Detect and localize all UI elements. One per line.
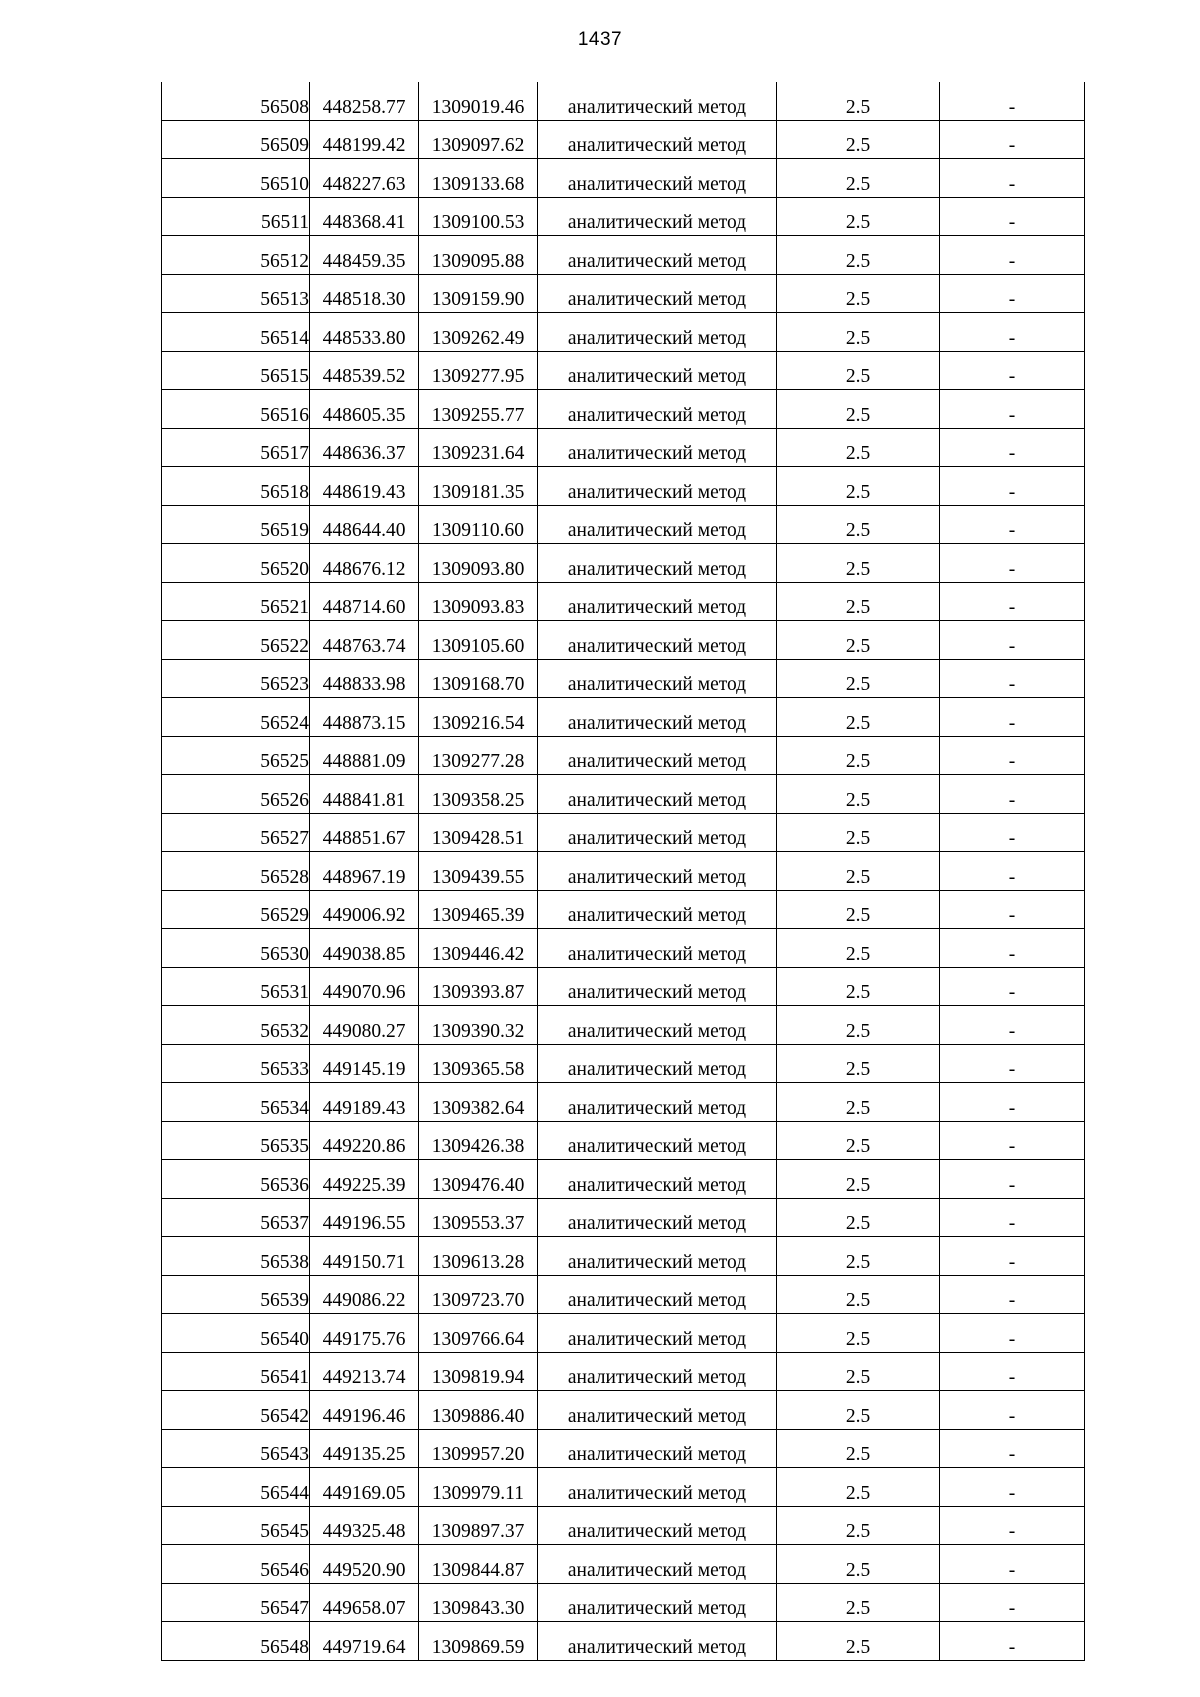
method-cell: аналитический метод xyxy=(538,659,777,698)
description-cell: - xyxy=(940,659,1085,698)
y-coordinate-cell: 1309105.60 xyxy=(419,621,538,660)
x-coordinate-cell: 449135.25 xyxy=(310,1429,419,1468)
method-cell: аналитический метод xyxy=(538,390,777,429)
description-cell: - xyxy=(940,1044,1085,1083)
accuracy-cell: 2.5 xyxy=(777,544,940,583)
point-number-cell: 56513 xyxy=(162,274,310,313)
description-cell: - xyxy=(940,967,1085,1006)
accuracy-cell: 2.5 xyxy=(777,1352,940,1391)
x-coordinate-cell: 448605.35 xyxy=(310,390,419,429)
y-coordinate-cell: 1309465.39 xyxy=(419,890,538,929)
table-row xyxy=(162,1044,1085,1083)
method-cell: аналитический метод xyxy=(538,1121,777,1160)
point-number-cell: 56543 xyxy=(162,1429,310,1468)
point-number-cell: 56545 xyxy=(162,1506,310,1545)
table-row xyxy=(162,1006,1085,1045)
table-row xyxy=(162,1468,1085,1507)
method-cell: аналитический метод xyxy=(538,1506,777,1545)
method-cell: аналитический метод xyxy=(538,467,777,506)
description-cell: - xyxy=(940,852,1085,891)
x-coordinate-cell: 448459.35 xyxy=(310,236,419,275)
table-row xyxy=(162,698,1085,737)
y-coordinate-cell: 1309439.55 xyxy=(419,852,538,891)
table-row xyxy=(162,1429,1085,1468)
y-coordinate-cell: 1309476.40 xyxy=(419,1160,538,1199)
point-number-cell: 56523 xyxy=(162,659,310,698)
table-row xyxy=(162,621,1085,660)
point-number-cell: 56528 xyxy=(162,852,310,891)
description-cell: - xyxy=(940,390,1085,429)
accuracy-cell: 2.5 xyxy=(777,659,940,698)
accuracy-cell: 2.5 xyxy=(777,1429,940,1468)
description-cell: - xyxy=(940,1583,1085,1622)
y-coordinate-cell: 1309358.25 xyxy=(419,775,538,814)
y-coordinate-cell: 1309262.49 xyxy=(419,313,538,352)
y-coordinate-cell: 1309365.58 xyxy=(419,1044,538,1083)
accuracy-cell: 2.5 xyxy=(777,390,940,429)
accuracy-cell: 2.5 xyxy=(777,467,940,506)
accuracy-cell: 2.5 xyxy=(777,1545,940,1584)
method-cell: аналитический метод xyxy=(538,505,777,544)
point-number-cell: 56516 xyxy=(162,390,310,429)
y-coordinate-cell: 1309979.11 xyxy=(419,1468,538,1507)
accuracy-cell: 2.5 xyxy=(777,582,940,621)
table-row xyxy=(162,1352,1085,1391)
accuracy-cell: 2.5 xyxy=(777,698,940,737)
accuracy-cell: 2.5 xyxy=(777,890,940,929)
y-coordinate-cell: 1309428.51 xyxy=(419,813,538,852)
description-cell: - xyxy=(940,236,1085,275)
method-cell: аналитический метод xyxy=(538,1198,777,1237)
table-row xyxy=(162,1198,1085,1237)
description-cell: - xyxy=(940,428,1085,467)
x-coordinate-cell: 448644.40 xyxy=(310,505,419,544)
method-cell: аналитический метод xyxy=(538,929,777,968)
point-number-cell: 56537 xyxy=(162,1198,310,1237)
description-cell: - xyxy=(940,351,1085,390)
point-number-cell: 56525 xyxy=(162,736,310,775)
description-cell: - xyxy=(940,775,1085,814)
accuracy-cell: 2.5 xyxy=(777,1468,940,1507)
table-row xyxy=(162,1275,1085,1314)
accuracy-cell: 2.5 xyxy=(777,813,940,852)
x-coordinate-cell: 448841.81 xyxy=(310,775,419,814)
table-row xyxy=(162,852,1085,891)
accuracy-cell: 2.5 xyxy=(777,1121,940,1160)
point-number-cell: 56542 xyxy=(162,1391,310,1430)
method-cell: аналитический метод xyxy=(538,852,777,891)
y-coordinate-cell: 1309382.64 xyxy=(419,1083,538,1122)
x-coordinate-cell: 449520.90 xyxy=(310,1545,419,1584)
description-cell: - xyxy=(940,621,1085,660)
description-cell: - xyxy=(940,1622,1085,1661)
y-coordinate-cell: 1309277.95 xyxy=(419,351,538,390)
point-number-cell: 56544 xyxy=(162,1468,310,1507)
x-coordinate-cell: 448518.30 xyxy=(310,274,419,313)
x-coordinate-cell: 449169.05 xyxy=(310,1468,419,1507)
description-cell: - xyxy=(940,929,1085,968)
description-cell: - xyxy=(940,813,1085,852)
description-cell: - xyxy=(940,1545,1085,1584)
method-cell: аналитический метод xyxy=(538,236,777,275)
description-cell: - xyxy=(940,159,1085,198)
method-cell: аналитический метод xyxy=(538,698,777,737)
table-row xyxy=(162,890,1085,929)
description-cell: - xyxy=(940,1083,1085,1122)
x-coordinate-cell: 449175.76 xyxy=(310,1314,419,1353)
method-cell: аналитический метод xyxy=(538,775,777,814)
method-cell: аналитический метод xyxy=(538,1391,777,1430)
description-cell: - xyxy=(940,313,1085,352)
method-cell: аналитический метод xyxy=(538,544,777,583)
point-number-cell: 56515 xyxy=(162,351,310,390)
y-coordinate-cell: 1309255.77 xyxy=(419,390,538,429)
method-cell: аналитический метод xyxy=(538,1583,777,1622)
y-coordinate-cell: 1309277.28 xyxy=(419,736,538,775)
accuracy-cell: 2.5 xyxy=(777,1275,940,1314)
description-cell: - xyxy=(940,1275,1085,1314)
table-row xyxy=(162,505,1085,544)
point-number-cell: 56509 xyxy=(162,120,310,159)
point-number-cell: 56512 xyxy=(162,236,310,275)
point-number-cell: 56518 xyxy=(162,467,310,506)
x-coordinate-cell: 449220.86 xyxy=(310,1121,419,1160)
y-coordinate-cell: 1309819.94 xyxy=(419,1352,538,1391)
x-coordinate-cell: 449086.22 xyxy=(310,1275,419,1314)
method-cell: аналитический метод xyxy=(538,313,777,352)
table-row xyxy=(162,582,1085,621)
accuracy-cell: 2.5 xyxy=(777,1044,940,1083)
table-row xyxy=(162,390,1085,429)
description-cell: - xyxy=(940,467,1085,506)
method-cell: аналитический метод xyxy=(538,1429,777,1468)
point-number-cell: 56517 xyxy=(162,428,310,467)
y-coordinate-cell: 1309110.60 xyxy=(419,505,538,544)
accuracy-cell: 2.5 xyxy=(777,1583,940,1622)
method-cell: аналитический метод xyxy=(538,1314,777,1353)
x-coordinate-cell: 448763.74 xyxy=(310,621,419,660)
point-number-cell: 56541 xyxy=(162,1352,310,1391)
table-row xyxy=(162,197,1085,236)
x-coordinate-cell: 448533.80 xyxy=(310,313,419,352)
y-coordinate-cell: 1309100.53 xyxy=(419,197,538,236)
description-cell: - xyxy=(940,1506,1085,1545)
accuracy-cell: 2.5 xyxy=(777,351,940,390)
y-coordinate-cell: 1309216.54 xyxy=(419,698,538,737)
point-number-cell: 56533 xyxy=(162,1044,310,1083)
x-coordinate-cell: 449070.96 xyxy=(310,967,419,1006)
y-coordinate-cell: 1309766.64 xyxy=(419,1314,538,1353)
accuracy-cell: 2.5 xyxy=(777,197,940,236)
method-cell: аналитический метод xyxy=(538,428,777,467)
method-cell: аналитический метод xyxy=(538,274,777,313)
description-cell: - xyxy=(940,698,1085,737)
description-cell: - xyxy=(940,1429,1085,1468)
table-row xyxy=(162,159,1085,198)
description-cell: - xyxy=(940,274,1085,313)
table-row xyxy=(162,1545,1085,1584)
description-cell: - xyxy=(940,1314,1085,1353)
y-coordinate-cell: 1309897.37 xyxy=(419,1506,538,1545)
point-number-cell: 56536 xyxy=(162,1160,310,1199)
accuracy-cell: 2.5 xyxy=(777,852,940,891)
x-coordinate-cell: 448258.77 xyxy=(310,82,419,120)
x-coordinate-cell: 448227.63 xyxy=(310,159,419,198)
accuracy-cell: 2.5 xyxy=(777,1622,940,1661)
y-coordinate-cell: 1309159.90 xyxy=(419,274,538,313)
table-row xyxy=(162,929,1085,968)
x-coordinate-cell: 448636.37 xyxy=(310,428,419,467)
y-coordinate-cell: 1309168.70 xyxy=(419,659,538,698)
accuracy-cell: 2.5 xyxy=(777,236,940,275)
table-row xyxy=(162,236,1085,275)
point-number-cell: 56529 xyxy=(162,890,310,929)
table-row xyxy=(162,351,1085,390)
table-row xyxy=(162,1083,1085,1122)
x-coordinate-cell: 449658.07 xyxy=(310,1583,419,1622)
x-coordinate-cell: 449038.85 xyxy=(310,929,419,968)
accuracy-cell: 2.5 xyxy=(777,159,940,198)
description-cell: - xyxy=(940,890,1085,929)
y-coordinate-cell: 1309613.28 xyxy=(419,1237,538,1276)
accuracy-cell: 2.5 xyxy=(777,82,940,120)
table-row xyxy=(162,1160,1085,1199)
x-coordinate-cell: 448676.12 xyxy=(310,544,419,583)
description-cell: - xyxy=(940,736,1085,775)
method-cell: аналитический метод xyxy=(538,120,777,159)
y-coordinate-cell: 1309843.30 xyxy=(419,1583,538,1622)
description-cell: - xyxy=(940,1006,1085,1045)
page-number: 1437 xyxy=(577,29,623,50)
accuracy-cell: 2.5 xyxy=(777,775,940,814)
y-coordinate-cell: 1309426.38 xyxy=(419,1121,538,1160)
x-coordinate-cell: 449196.55 xyxy=(310,1198,419,1237)
accuracy-cell: 2.5 xyxy=(777,1506,940,1545)
table-row xyxy=(162,967,1085,1006)
x-coordinate-cell: 449196.46 xyxy=(310,1391,419,1430)
accuracy-cell: 2.5 xyxy=(777,1237,940,1276)
accuracy-cell: 2.5 xyxy=(777,1083,940,1122)
y-coordinate-cell: 1309869.59 xyxy=(419,1622,538,1661)
y-coordinate-cell: 1309844.87 xyxy=(419,1545,538,1584)
method-cell: аналитический метод xyxy=(538,813,777,852)
method-cell: аналитический метод xyxy=(538,1468,777,1507)
method-cell: аналитический метод xyxy=(538,890,777,929)
point-number-cell: 56524 xyxy=(162,698,310,737)
x-coordinate-cell: 448881.09 xyxy=(310,736,419,775)
point-number-cell: 56531 xyxy=(162,967,310,1006)
x-coordinate-cell: 448833.98 xyxy=(310,659,419,698)
point-number-cell: 56546 xyxy=(162,1545,310,1584)
accuracy-cell: 2.5 xyxy=(777,929,940,968)
x-coordinate-cell: 448714.60 xyxy=(310,582,419,621)
table-row xyxy=(162,1391,1085,1430)
y-coordinate-cell: 1309097.62 xyxy=(419,120,538,159)
point-number-cell: 56530 xyxy=(162,929,310,968)
description-cell: - xyxy=(940,1121,1085,1160)
table-row xyxy=(162,82,1085,120)
method-cell: аналитический метод xyxy=(538,1622,777,1661)
description-cell: - xyxy=(940,544,1085,583)
x-coordinate-cell: 449213.74 xyxy=(310,1352,419,1391)
method-cell: аналитический метод xyxy=(538,621,777,660)
method-cell: аналитический метод xyxy=(538,82,777,120)
accuracy-cell: 2.5 xyxy=(777,505,940,544)
method-cell: аналитический метод xyxy=(538,1160,777,1199)
method-cell: аналитический метод xyxy=(538,1083,777,1122)
accuracy-cell: 2.5 xyxy=(777,120,940,159)
method-cell: аналитический метод xyxy=(538,159,777,198)
method-cell: аналитический метод xyxy=(538,1006,777,1045)
method-cell: аналитический метод xyxy=(538,967,777,1006)
table-row xyxy=(162,1506,1085,1545)
description-cell: - xyxy=(940,197,1085,236)
coordinates-table-body xyxy=(162,82,1085,1660)
point-number-cell: 56511 xyxy=(162,197,310,236)
accuracy-cell: 2.5 xyxy=(777,1198,940,1237)
table-row xyxy=(162,1622,1085,1661)
x-coordinate-cell: 449225.39 xyxy=(310,1160,419,1199)
method-cell: аналитический метод xyxy=(538,736,777,775)
point-number-cell: 56520 xyxy=(162,544,310,583)
method-cell: аналитический метод xyxy=(538,351,777,390)
table-row xyxy=(162,544,1085,583)
accuracy-cell: 2.5 xyxy=(777,1391,940,1430)
point-number-cell: 56522 xyxy=(162,621,310,660)
table-row xyxy=(162,1314,1085,1353)
description-cell: - xyxy=(940,582,1085,621)
y-coordinate-cell: 1309390.32 xyxy=(419,1006,538,1045)
x-coordinate-cell: 449325.48 xyxy=(310,1506,419,1545)
table-row xyxy=(162,775,1085,814)
y-coordinate-cell: 1309446.42 xyxy=(419,929,538,968)
x-coordinate-cell: 449719.64 xyxy=(310,1622,419,1661)
y-coordinate-cell: 1309723.70 xyxy=(419,1275,538,1314)
x-coordinate-cell: 449150.71 xyxy=(310,1237,419,1276)
x-coordinate-cell: 449145.19 xyxy=(310,1044,419,1083)
x-coordinate-cell: 448967.19 xyxy=(310,852,419,891)
y-coordinate-cell: 1309181.35 xyxy=(419,467,538,506)
coordinates-table xyxy=(161,82,1085,1661)
table-row xyxy=(162,274,1085,313)
table-row xyxy=(162,813,1085,852)
table-row xyxy=(162,313,1085,352)
description-cell: - xyxy=(940,1160,1085,1199)
y-coordinate-cell: 1309093.80 xyxy=(419,544,538,583)
description-cell: - xyxy=(940,1237,1085,1276)
accuracy-cell: 2.5 xyxy=(777,967,940,1006)
accuracy-cell: 2.5 xyxy=(777,313,940,352)
description-cell: - xyxy=(940,82,1085,120)
point-number-cell: 56527 xyxy=(162,813,310,852)
y-coordinate-cell: 1309019.46 xyxy=(419,82,538,120)
accuracy-cell: 2.5 xyxy=(777,428,940,467)
accuracy-cell: 2.5 xyxy=(777,621,940,660)
table-row xyxy=(162,1237,1085,1276)
accuracy-cell: 2.5 xyxy=(777,274,940,313)
method-cell: аналитический метод xyxy=(538,1275,777,1314)
point-number-cell: 56534 xyxy=(162,1083,310,1122)
method-cell: аналитический метод xyxy=(538,197,777,236)
y-coordinate-cell: 1309133.68 xyxy=(419,159,538,198)
description-cell: - xyxy=(940,1198,1085,1237)
description-cell: - xyxy=(940,120,1085,159)
x-coordinate-cell: 448873.15 xyxy=(310,698,419,737)
accuracy-cell: 2.5 xyxy=(777,1314,940,1353)
table-row xyxy=(162,659,1085,698)
table-row xyxy=(162,428,1085,467)
table-row xyxy=(162,1583,1085,1622)
point-number-cell: 56521 xyxy=(162,582,310,621)
point-number-cell: 56548 xyxy=(162,1622,310,1661)
accuracy-cell: 2.5 xyxy=(777,1160,940,1199)
y-coordinate-cell: 1309393.87 xyxy=(419,967,538,1006)
point-number-cell: 56519 xyxy=(162,505,310,544)
table-row xyxy=(162,120,1085,159)
point-number-cell: 56538 xyxy=(162,1237,310,1276)
accuracy-cell: 2.5 xyxy=(777,1006,940,1045)
table-row xyxy=(162,1121,1085,1160)
y-coordinate-cell: 1309231.64 xyxy=(419,428,538,467)
x-coordinate-cell: 448539.52 xyxy=(310,351,419,390)
point-number-cell: 56547 xyxy=(162,1583,310,1622)
y-coordinate-cell: 1309886.40 xyxy=(419,1391,538,1430)
x-coordinate-cell: 448368.41 xyxy=(310,197,419,236)
y-coordinate-cell: 1309957.20 xyxy=(419,1429,538,1468)
y-coordinate-cell: 1309553.37 xyxy=(419,1198,538,1237)
description-cell: - xyxy=(940,505,1085,544)
point-number-cell: 56514 xyxy=(162,313,310,352)
point-number-cell: 56510 xyxy=(162,159,310,198)
x-coordinate-cell: 448199.42 xyxy=(310,120,419,159)
description-cell: - xyxy=(940,1391,1085,1430)
x-coordinate-cell: 448619.43 xyxy=(310,467,419,506)
method-cell: аналитический метод xyxy=(538,1237,777,1276)
y-coordinate-cell: 1309095.88 xyxy=(419,236,538,275)
point-number-cell: 56539 xyxy=(162,1275,310,1314)
point-number-cell: 56532 xyxy=(162,1006,310,1045)
method-cell: аналитический метод xyxy=(538,1352,777,1391)
description-cell: - xyxy=(940,1352,1085,1391)
point-number-cell: 56540 xyxy=(162,1314,310,1353)
method-cell: аналитический метод xyxy=(538,1044,777,1083)
x-coordinate-cell: 449189.43 xyxy=(310,1083,419,1122)
point-number-cell: 56535 xyxy=(162,1121,310,1160)
method-cell: аналитический метод xyxy=(538,582,777,621)
point-number-cell: 56508 xyxy=(162,82,310,120)
table-row xyxy=(162,467,1085,506)
point-number-cell: 56526 xyxy=(162,775,310,814)
accuracy-cell: 2.5 xyxy=(777,736,940,775)
x-coordinate-cell: 448851.67 xyxy=(310,813,419,852)
y-coordinate-cell: 1309093.83 xyxy=(419,582,538,621)
x-coordinate-cell: 449006.92 xyxy=(310,890,419,929)
description-cell: - xyxy=(940,1468,1085,1507)
table-row xyxy=(162,736,1085,775)
method-cell: аналитический метод xyxy=(538,1545,777,1584)
x-coordinate-cell: 449080.27 xyxy=(310,1006,419,1045)
